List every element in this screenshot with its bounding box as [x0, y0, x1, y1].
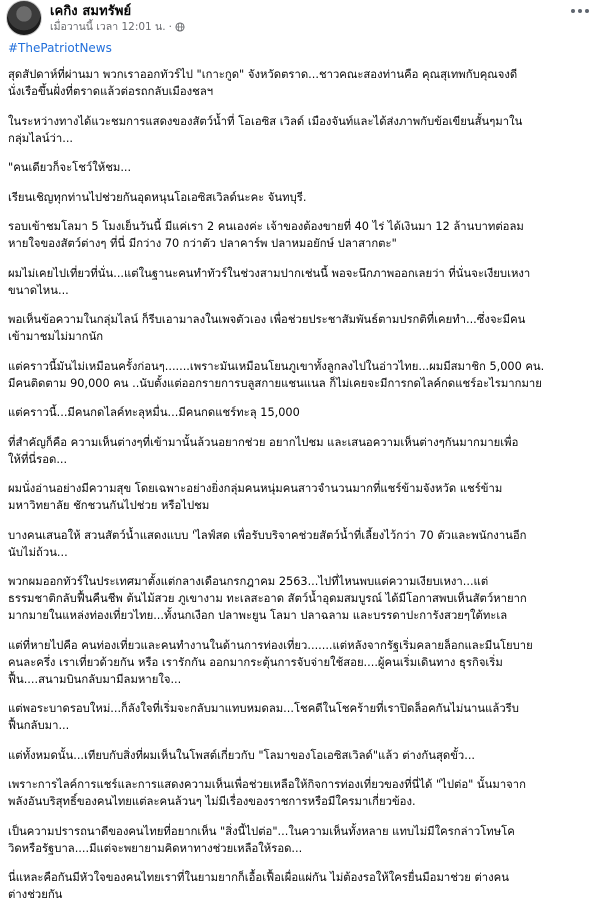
post-paragraph: แต่ทั้งหมดนั้น...เทียบกับสิ่งที่ผมเห็นในโพสต์เกี่ยวกับ "โลมาของโอเอซิสเวิลด์"แล้ว ต่างกันสุดขั้ว... [8, 748, 476, 762]
meta-separator: · [168, 20, 172, 33]
post-paragraph: แต่คราวนี้มันไม่เหมือนครั้งก่อนๆ.......เพราะมันเหมือนโยนภูเขาทั้งลูกลงไปในอ่าวไทย...ผมมีสมาชิก 5,000 คน. มีคนติดตาม 90,000 คน ..นับตั้งแต่ออกรายการบลูสกายแชนแนล ก็ไม่เคยจะมีการกดไลค์กดแชร์อะไรมากมาย [8, 359, 545, 390]
post-paragraph: รอบเข้าชมโลมา 5 โมงเย็นวันนี้ มีแค่เรา 2 คนเองค่ะ เจ้าของต้องขายที่ 40 ไร่ ได้เงินมา 12 ล้านบาทต่อลม หายใจของสัตว์ต่างๆ ที่นี่ มีกว่าง 70 กว่าตัว ปลาคาร์พ ปลาหมอยักษ์ ปลาสากตะ" [8, 220, 524, 250]
post-paragraph: ในระหว่างทางได้แวะชมการแสดงของสัตว์น้ำที่ โอเอซิส เวิลด์ เมืองจันท์และได้ส่งภาพกับข้อเขียนสั้นๆมาใน กลุ่มไลน์ว่า... [8, 114, 523, 145]
post-paragraph: นี่แหละคือกันมีหัวใจของคนไทยเราที่ในยามยากก็เอื้อเฟื้อเผื่อแผ่กัน ไม่ต้องรอให้ใครยื่นมือมาช่วย ต่างคน ต่างช่วยกัน [8, 871, 509, 901]
post-paragraph: บางคนเสนอให้ สวนสัตว์น้ำแสดงแบบ 'ไลฟ์สด เพื่อรับบริจาคช่วยสัตว์น้ำที่เลี้ยงไว้กว่า 70 ตัวและพนักงานอีก นับไม่ถ้วน... [8, 528, 527, 559]
post-paragraph: "คนเดียวก็จะโชว์ให้ชม... [8, 161, 132, 174]
post-meta [50, 18, 185, 35]
post-paragraph: แต่พอระบาดรอบใหม่...ก็ลังใจที่เริ่มจะกลับมาแทบหมดลม...โชคดีในโชคร้ายที่เราปิดล็อคกันไม่นานแล้วรีบ ฟื้นกลับมา... [8, 702, 519, 732]
post-header [0, 0, 604, 38]
post-paragraph: เรียนเชิญทุกท่านไปช่วยกันอุดหนุนโอเอซิสเวิลด์นะคะ จันทบุรี. [8, 190, 307, 204]
globe-icon [175, 22, 185, 32]
post-paragraph: ผมนั่งอ่านอย่างมีความสุข โดยเฉพาะอย่างยิ่งกลุ่มคนหนุ่มคนสาวจำนวนมากที่แชร์ข้ามจังหวัด แชร์ข้าม มหาวิทยาลัย ชักชวนกันไปช่วย หรือไปชม [8, 482, 503, 512]
post-paragraph: เพราะการไลค์การแชร์และการแสดงความเห็นเพื่อช่วยเหลือให้กิจการท่องเที่ยวของที่นี่ได้ "ไปต่อ" นั้นมาจาก พลังอันบริสุทธิ์ของคนไทยแต่ละคนล้วนๆ ไม่มีเรื่องของราชการหรือมีใครมาเกี่ยวข้อง. [8, 778, 526, 808]
post-timestamp[interactable]: เมื่อวานนี้ เวลา 12:01 น. [50, 21, 166, 33]
post-paragraph: เป็นความปรารถนาดีของคนไทยที่อยากเห็น "สิ่งนี้ไปต่อ"...ในความเห็นทั้งหลาย แทบไม่มีใครกล่าวโทษโค วิดหรือรัฐบาล....มีแต่จะพยายามคิดหาทางช่วยเหลือให้รอด... [8, 824, 515, 855]
post-paragraph: ผมไม่เคยไปเที่ยวที่นั่น...แต่ในฐานะคนทำทัวร์ในช่วงสามปากเช่นนี้ พอจะนึกภาพออกเลยว่า ที่นั่นจะเงียบเหงา ขนาดไหน... [8, 266, 531, 297]
post-paragraph: ที่สำคัญก็คือ ความเห็นต่างๆที่เข้ามานั้นล้วนอยากช่วย อยากไปชม และเสนอความเห็นต่างๆกันมากมายเพื่อ ให้ที่นี่รอด... [8, 435, 519, 466]
post-body [8, 66, 598, 916]
more-options-icon[interactable] [568, 4, 592, 18]
post-paragraph: แต่คราวนี้...มีคนกดไลค์ทะลุหมื่น...มีคนกดแชร์ทะลุ 15,000 [8, 406, 300, 419]
post-paragraph: สุดสัปดาห์ที่ผ่านมา พวกเราออกทัวร์ไป "เกาะกูด" จังหวัดตราด...ชาวคณะสองท่านคือ คุณสุเทพกับคุณจงดี นั่งเรือขึ้นฝั่งที่ตราดแล้วต่อรถกลับเมืองชลฯ [8, 68, 518, 98]
hashtag-link[interactable]: #ThePatriotNews [8, 41, 112, 55]
post-paragraph: พอเห็นข้อความในกลุ่มไลน์ ก็รีบเอามาลงในเพจตัวเอง เพื่อช่วยประชาสัมพันธ์ตามปรกติที่เคยทำ...ซึ่งจะมีคน เข้ามาชมไม่มากนัก [8, 313, 526, 343]
post-paragraph: แต่ที่หายไปคือ คนท่องเที่ยวและคนทำงานในด้านการท่องเที่ยว.......แต่หลังจากรัฐเริ่มคลายล็อกและมีนโยบาย คนละครึ่ง เราเที่ยวด้วยกัน หรือ เรารักกัน ออกมากระตุ้นการจับจ่ายใช้สอย....ผู้คนเริ่มเดินทาง ธุรกิจเริ่ม ฟื้น....สนามบินกลับมามีลมหายใจ... [8, 638, 533, 686]
author-name[interactable]: เคกิง สมทรัพย์ [50, 4, 132, 19]
post-paragraph: พวกผมออกทัวร์ในประเทศมาตั้งแต่กลางเดือนกรกฎาคม 2563...ไปที่ไหนพบแต่ความเงียบเหงา...แต่ ธรรมชาติกลับฟื้นคืนชีพ ต้นไม้สวย ภูเขางาม ทะเลสะอาด สัตว์น้ำอุดมสมบูรณ์ ได้มีโอกาสพบเห็นสัตว์หายาก มากมายในแหล่งท่องเที่ยวไทย...ทั้งนกเงือก ปลาพะยูน โลมา ปลาฉลาม และบรรดาปะการังสวยๆใต้ทะเล [8, 575, 527, 622]
author-avatar[interactable] [6, 0, 42, 36]
